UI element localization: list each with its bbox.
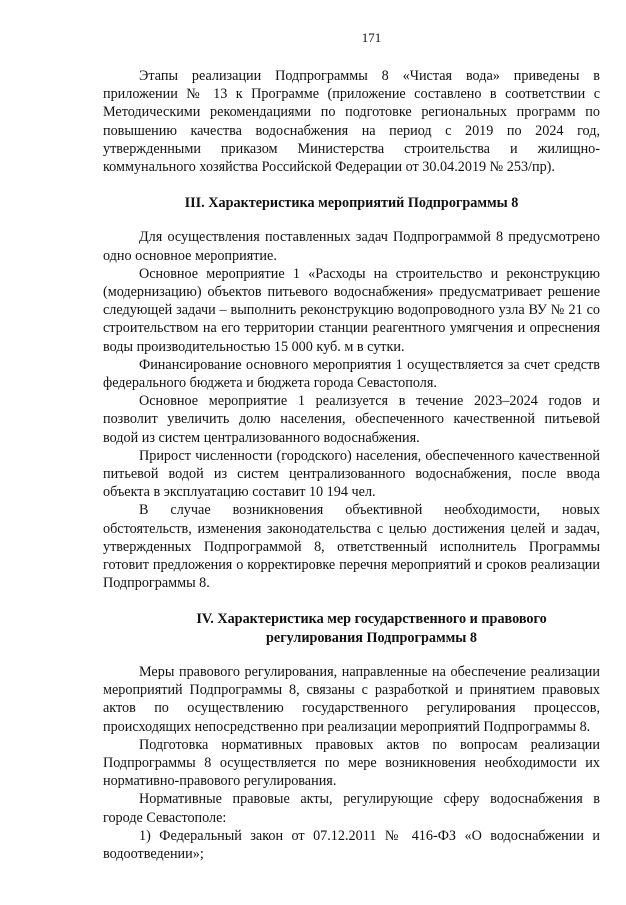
intro-paragraph: Этапы реализации Подпрограммы 8 «Чистая вода» приведены в приложении № 13 к Программе (приложение составлено в соответствии с Методическими рекомендациями по подготовке региональных программ по повышению качества водоснабжения на период с 2019 по 2024 год, утвержденными приказом Министерства строительства и жилищно-коммунального хозяйства Российской Федерации от 30.04.2019 № 253/пр). xyxy=(103,68,600,176)
section-3-paragraph: Для осуществления поставленных задач Подпрограммой 8 предусмотрено одно основное мероприятие. xyxy=(103,229,600,264)
section-3-paragraph: Прирост численности (городского) населения, обеспеченного качественной питьевой водой из систем централизованного водоснабжения, после ввода объекта в эксплуатацию составит 10 194 чел. xyxy=(103,447,600,501)
section-3-paragraph: В случае возникновения объективной необходимости, новых обстоятельств, изменения законодательства с целью достижения целей и задач, утвержденных Подпрограммой 8, ответственный исполнитель Программы готовит предложения о корректировке перечня мероприятий и сроков реализации Подпрограммы 8. xyxy=(103,502,600,592)
section-4-heading-line-1: IV. Характеристика мер государственного и правового xyxy=(196,611,547,628)
section-4-paragraph: Нормативные правовые акты, регулирующие сферу водоснабжения в городе Севастополе: xyxy=(103,791,600,826)
section-3-paragraph: Финансирование основного мероприятия 1 осуществляется за счет средств федерального бюджета и бюджета города Севастополя. xyxy=(103,356,600,392)
section-4-paragraph: Подготовка нормативных правовых актов по вопросам реализации Подпрограммы 8 осуществляется по мере возникновения необходимости их нормативно-правового регулирования. xyxy=(103,736,600,790)
page-number: 171 xyxy=(361,30,382,45)
section-3-heading: III. Характеристика мероприятий Подпрограммы 8 xyxy=(184,195,519,212)
section-3-paragraph: Основное мероприятие 1 реализуется в течение 2023–2024 годов и позволит увеличить долю населения, обеспеченного качественной питьевой водой из систем централизованного водоснабжения. xyxy=(103,393,600,446)
section-4-heading-line-2: регулирования Подпрограммы 8 xyxy=(266,629,477,646)
section-4-paragraph: 1) Федеральный закон от 07.12.2011 № 416-ФЗ «О водоснабжении и водоотведении»; xyxy=(103,827,600,862)
section-3-paragraph: Основное мероприятие 1 «Расходы на строительство и реконструкцию (модернизацию) объектов питьевого водоснабжения» предусматривает решение следующей задачи – выполнить реконструкцию водопроводного узла ВУ № 21 со строительством на его территории станции реагентного умягчения и опреснения воды производительностью 15 000 куб. м в сутки. xyxy=(103,265,600,355)
section-4-paragraph: Меры правового регулирования, направленные на обеспечение реализации мероприятий Подпрограммы 8, связаны с разработкой и принятием правовых актов по осуществлению государственного регулирования процессов, происходящих непосредственно при реализации мероприятий Подпрограммы 8. xyxy=(103,663,600,735)
